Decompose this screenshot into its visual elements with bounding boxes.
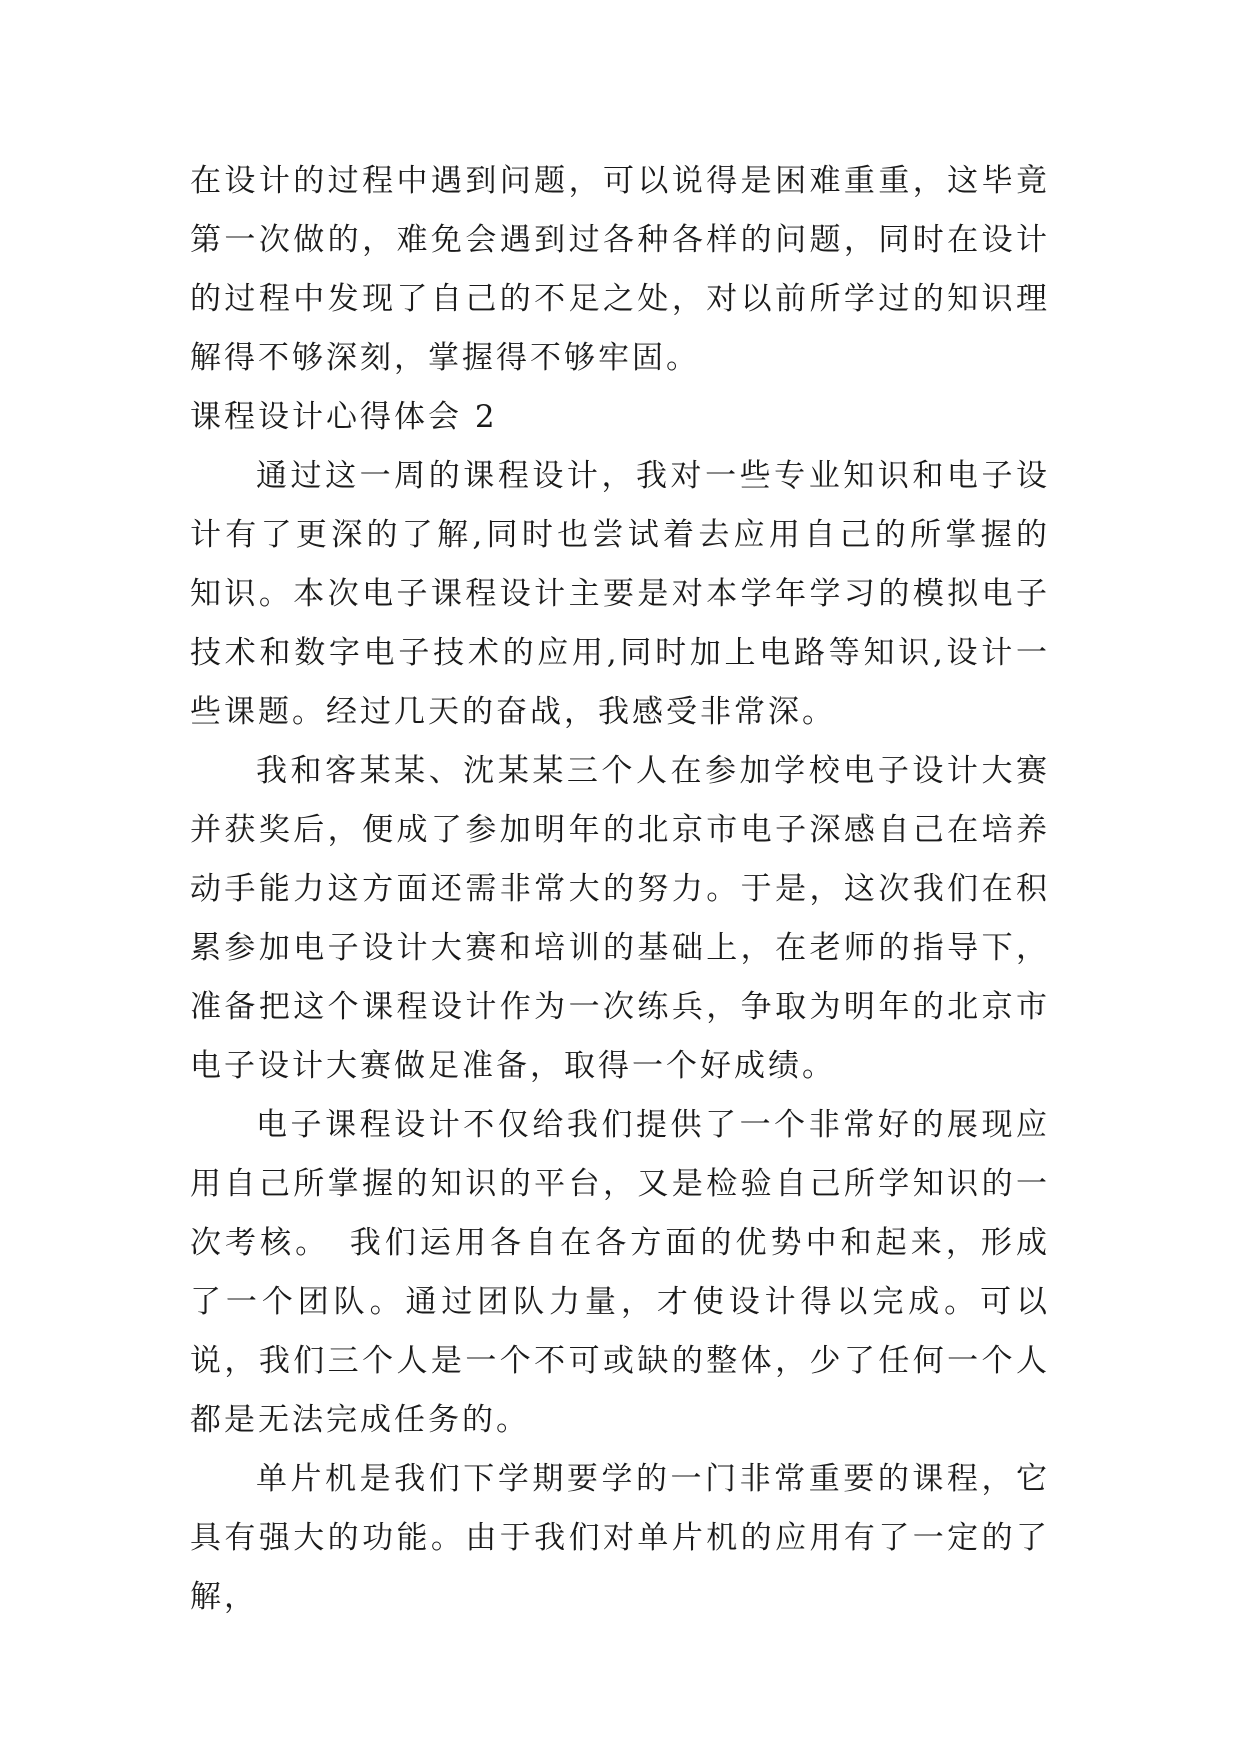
paragraph-2: 我和客某某、沈某某三个人在参加学校电子设计大赛并获奖后，便成了参加明年的北京市电子深感自己在培养动手能力这方面还需非常大的努力。于是，这次我们在积累参加电子设计大赛和培训的基础上，在老师的指导下，准备把这个课程设计作为一次练兵，争取为明年的北京市电子设计大赛做足准备，取得一个好成绩。 [190, 753, 1050, 1084]
paragraph-1: 通过这一周的课程设计，我对一些专业知识和电子设计有了更深的了解,同时也尝试着去应用自己的所掌握的知识。本次电子课程设计主要是对本学年学习的模拟电子技术和数字电子技术的应用,同时加上电路等知识,设计一些课题。经过几天的奋战，我感受非常深。 [190, 458, 1050, 730]
document-body [190, 152, 1050, 1627]
paragraph-3: 电子课程设计不仅给我们提供了一个非常好的展现应用自己所掌握的知识的平台，又是检验自己所学知识的一次考核。 我们运用各自在各方面的优势中和起来，形成了一个团队。通过团队力量，才使设计得以完成。可以说，我们三个人是一个不可或缺的整体，少了任何一个人都是无法完成任务的。 [190, 1107, 1050, 1438]
intro-paragraph: 在设计的过程中遇到问题，可以说得是困难重重，这毕竟第一次做的，难免会遇到过各种各样的问题，同时在设计的过程中发现了自己的不足之处，对以前所学过的知识理解得不够深刻，掌握得不够牢固。 [190, 163, 1050, 376]
paragraph-4: 单片机是我们下学期要学的一门非常重要的课程，它具有强大的功能。由于我们对单片机的应用有了一定的了解， [190, 1461, 1050, 1615]
section-heading: 课程设计心得体会 2 [190, 399, 498, 435]
